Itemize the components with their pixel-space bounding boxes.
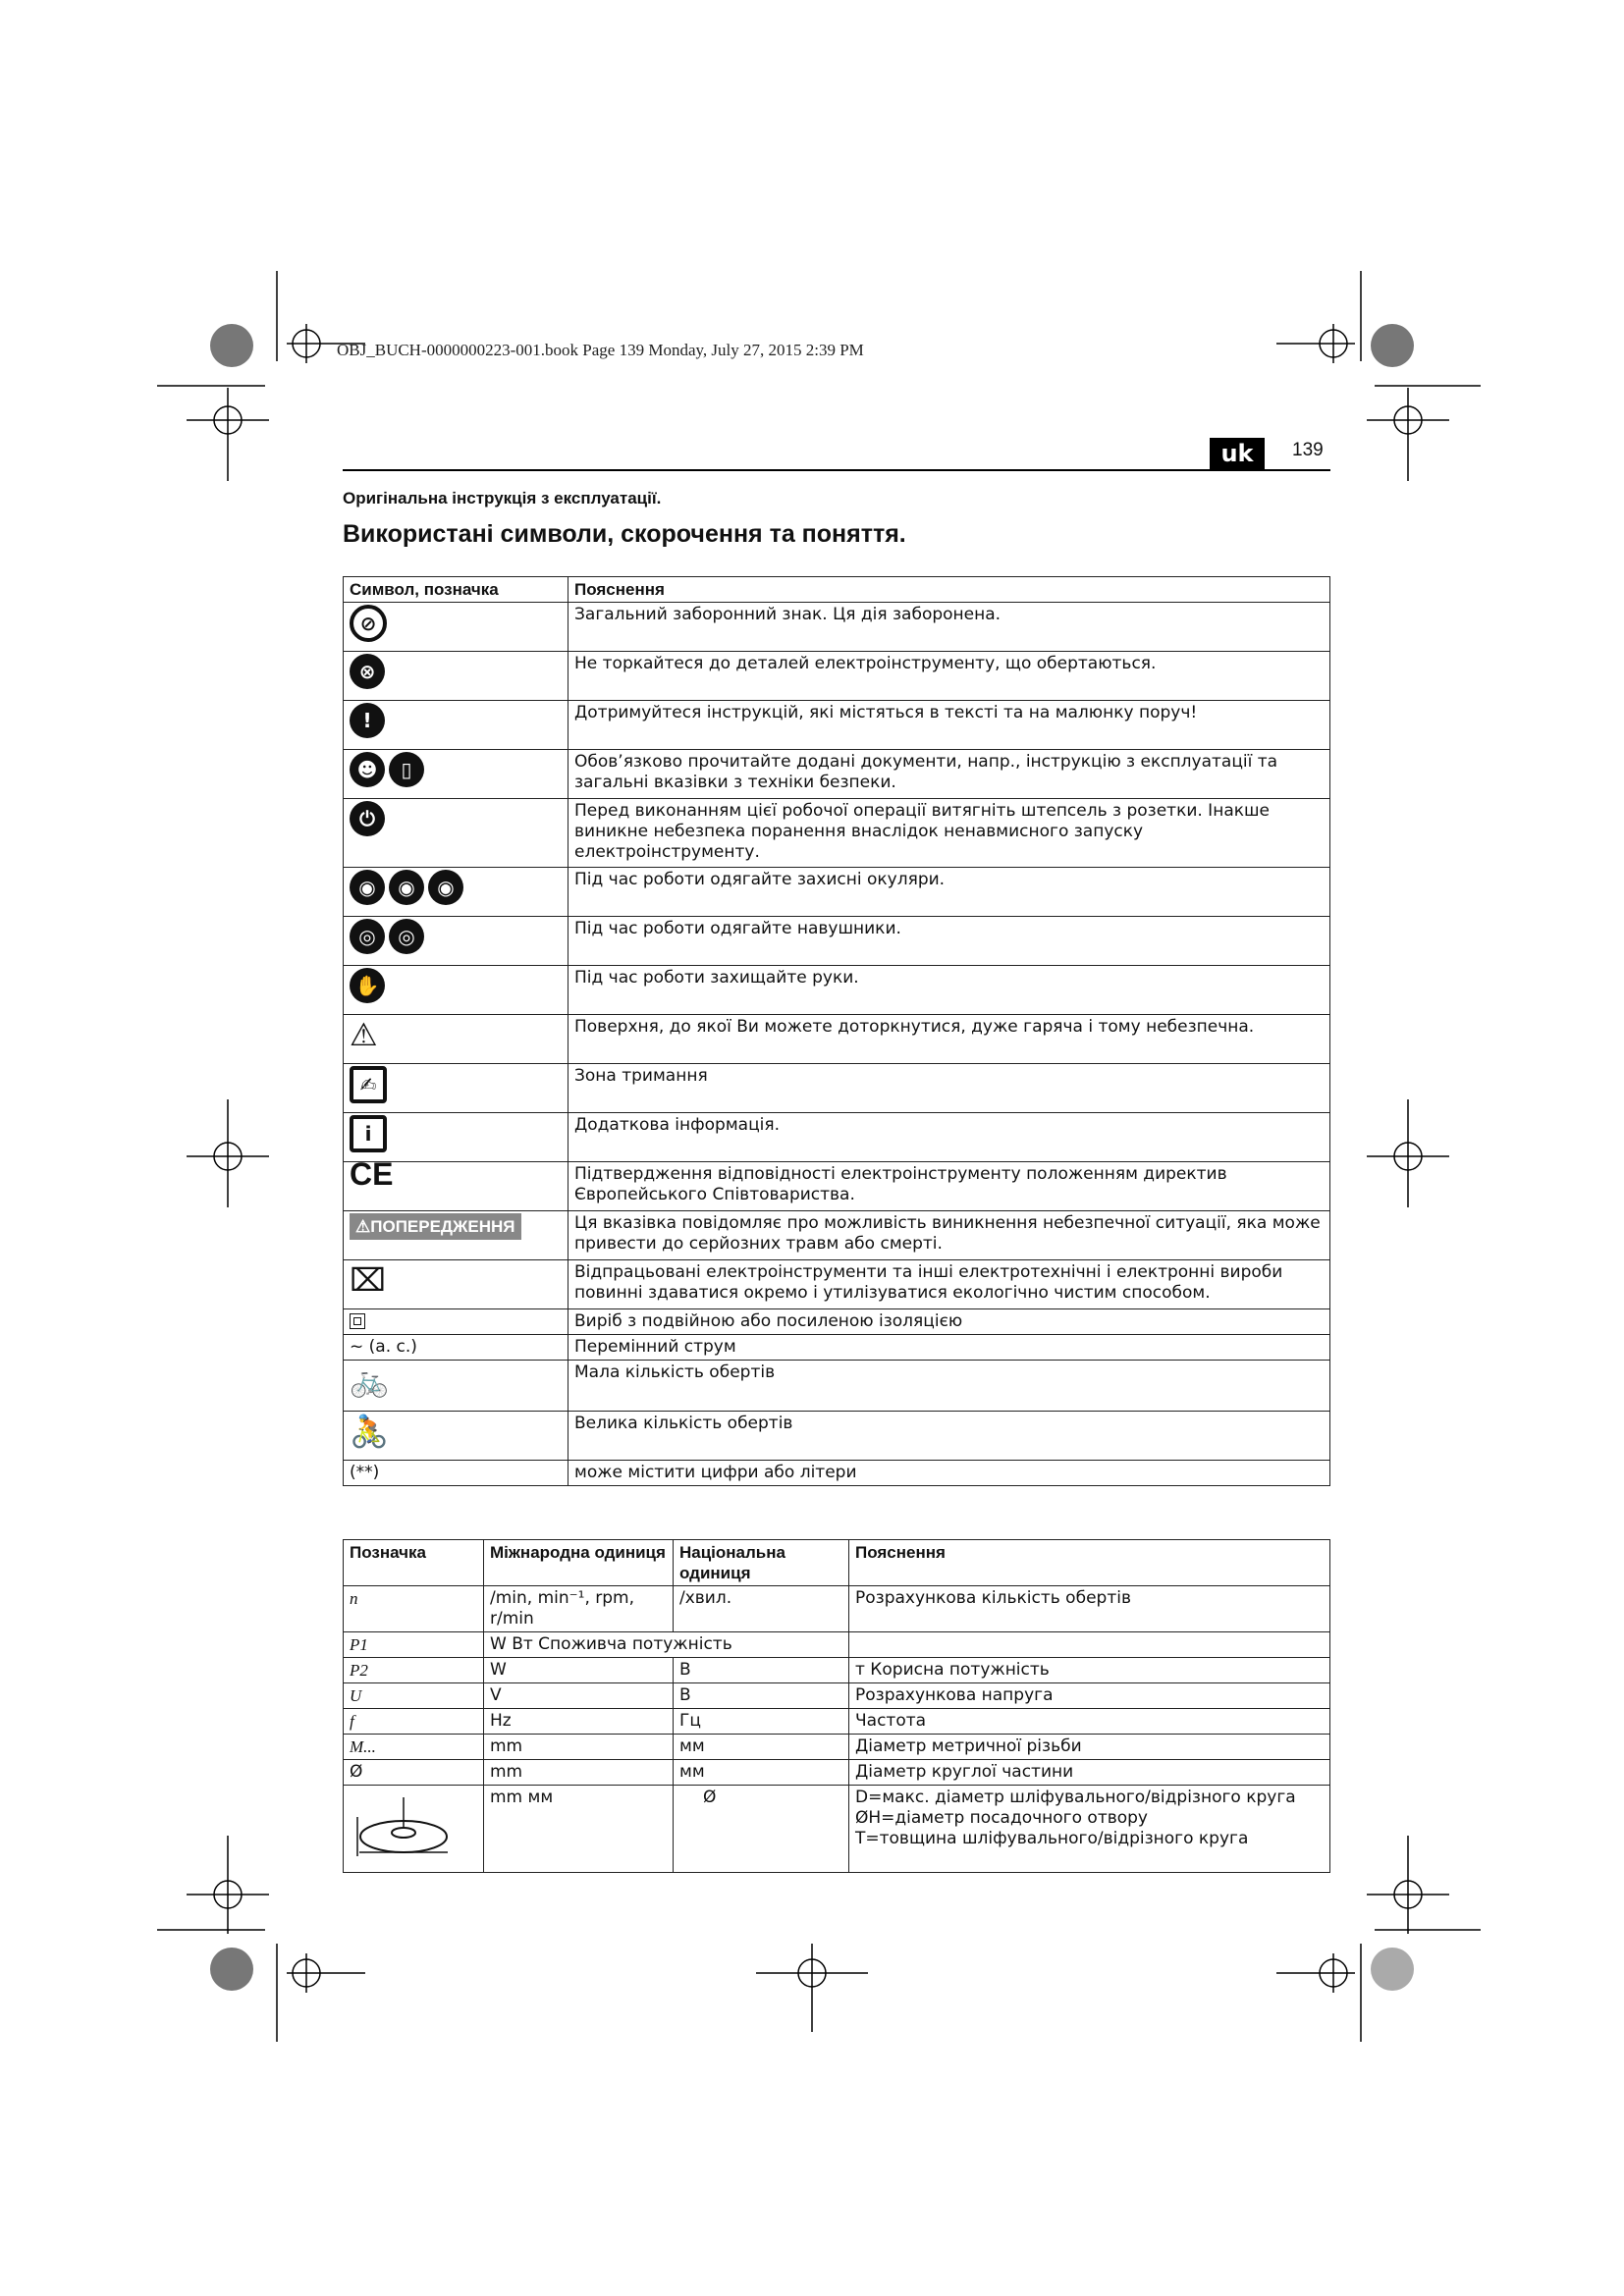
- unit-desc: [849, 1786, 1330, 1873]
- table-row: [344, 1335, 1330, 1361]
- table-row: [344, 1709, 1330, 1735]
- symbol-cell: (**): [344, 1461, 568, 1486]
- unit-nat: /хвил.: [674, 1586, 849, 1632]
- unit-desc: Діаметр метричної різьби: [849, 1735, 1330, 1760]
- symbols-table: [343, 576, 1330, 1486]
- symbol-cell: [344, 652, 568, 701]
- symbol-cell: [344, 868, 568, 917]
- col-header-nat-unit: Національна одиниця: [674, 1540, 849, 1586]
- table-row: [344, 1658, 1330, 1683]
- explanation-cell: Не торкайтеся до деталей електроінструменту, що обертаються.: [568, 652, 1330, 701]
- slow-bike-icon: 🚲: [350, 1362, 389, 1399]
- unit-intl: mm: [484, 1735, 674, 1760]
- grinding-disc-diagram-icon: [350, 1788, 458, 1864]
- table-header-row: [344, 577, 1330, 603]
- table-row: [344, 799, 1330, 868]
- explanation-cell: Під час роботи одягайте навушники.: [568, 917, 1330, 966]
- section-title: Використані символи, скорочення та поняття.: [343, 520, 906, 548]
- symbol-cell: [344, 701, 568, 750]
- symbol-cell: ~ (a. c.): [344, 1335, 568, 1361]
- symbol-cell: [344, 1309, 568, 1335]
- weee-bin-icon: ⌧: [350, 1261, 386, 1299]
- explanation-cell: Загальний заборонний знак. Ця дія заборонена.: [568, 603, 1330, 652]
- explanation-cell: Додаткова інформація.: [568, 1113, 1330, 1162]
- table-row: [344, 1361, 1330, 1412]
- explanation-cell: Мала кількість обертів: [568, 1361, 1330, 1412]
- unit-symbol: [344, 1786, 484, 1873]
- header-rule: [343, 469, 1330, 471]
- table-row: [344, 750, 1330, 799]
- unit-nat: В: [674, 1658, 849, 1683]
- table-row: [344, 1586, 1330, 1632]
- explanation-cell: Поверхня, до якої Ви можете доторкнутися, дуже гаряча і тому небезпечна.: [568, 1015, 1330, 1064]
- symbol-cell: [344, 1361, 568, 1412]
- warning-label-icon: ⚠ПОПЕРЕДЖЕННЯ: [350, 1213, 521, 1240]
- table-row: [344, 868, 1330, 917]
- unit-symbol: f: [344, 1709, 484, 1735]
- explanation-cell: Підтвердження відповідності електроінструменту положенням директив Європейського Співтовариства.: [568, 1162, 1330, 1211]
- symbol-cell: [344, 1064, 568, 1113]
- ear-protection-icon: ◎: [350, 919, 385, 954]
- col-header-intl-unit: Міжнародна одиниця: [484, 1540, 674, 1586]
- explanation-cell: Виріб з подвійною або посиленою ізоляцією: [568, 1309, 1330, 1335]
- desc-line: T=товщина шліфувального/відрізного круга: [855, 1829, 1249, 1848]
- units-table: [343, 1539, 1330, 1873]
- mandatory-exclamation-icon: !: [350, 703, 385, 738]
- unit-intl: mm мм: [484, 1786, 674, 1873]
- unit-intl: W Вт Споживча потужність: [484, 1632, 849, 1658]
- safety-glasses-icon: ◉: [350, 870, 385, 905]
- unit-symbol: n: [344, 1586, 484, 1632]
- unit-intl: V: [484, 1683, 674, 1709]
- hot-surface-icon: ⚠: [350, 1016, 378, 1053]
- unit-intl: /min, min⁻¹, rpm, r/min: [484, 1586, 674, 1632]
- unit-intl: W: [484, 1658, 674, 1683]
- symbol-cell: [344, 1211, 568, 1260]
- unit-nat: В: [674, 1683, 849, 1709]
- explanation-cell: Велика кількість обертів: [568, 1412, 1330, 1461]
- symbol-cell: [344, 750, 568, 799]
- book-icon: ▯: [389, 752, 424, 787]
- table-row: [344, 1683, 1330, 1709]
- table-row: [344, 1461, 1330, 1486]
- table-row: [344, 917, 1330, 966]
- symbol-cell: [344, 799, 568, 868]
- unit-nat: мм: [674, 1735, 849, 1760]
- table-row: [344, 1412, 1330, 1461]
- earmuffs-icon: ◎: [389, 919, 424, 954]
- symbol-cell: [344, 966, 568, 1015]
- fast-bike-icon: 🚴: [350, 1413, 389, 1450]
- unit-desc: Частота: [849, 1709, 1330, 1735]
- page-number: 139: [1292, 440, 1324, 460]
- read-manual-icon: ☻: [350, 752, 385, 787]
- symbol-cell: [344, 917, 568, 966]
- desc-line: ØH=діаметр посадочного отвору: [855, 1808, 1148, 1828]
- grip-area-icon: ✍: [350, 1066, 387, 1103]
- unit-desc: т Корисна потужність: [849, 1658, 1330, 1683]
- double-insulation-icon: [350, 1313, 365, 1329]
- unit-nat: Ø: [674, 1786, 849, 1873]
- table-row: [344, 1211, 1330, 1260]
- prohibition-icon: ⊘: [350, 605, 387, 642]
- symbol-cell: [344, 1260, 568, 1309]
- table-row: [344, 1735, 1330, 1760]
- unplug-icon: ⏻: [350, 801, 385, 836]
- table-row: [344, 1015, 1330, 1064]
- unit-intl: Hz: [484, 1709, 674, 1735]
- table-row: [344, 1786, 1330, 1873]
- explanation-cell: Зона тримання: [568, 1064, 1330, 1113]
- table-row: [344, 701, 1330, 750]
- symbol-cell: [344, 1015, 568, 1064]
- symbol-cell: [344, 1156, 568, 1211]
- table-row: [344, 1162, 1330, 1211]
- unit-nat: мм: [674, 1760, 849, 1786]
- gloves-icon: ✋: [350, 968, 385, 1003]
- symbol-cell: [344, 603, 568, 652]
- unit-symbol: U: [344, 1683, 484, 1709]
- unit-desc: Розрахункова кількість обертів: [849, 1586, 1330, 1632]
- unit-nat: Гц: [674, 1709, 849, 1735]
- col-header-explanation: Пояснення: [849, 1540, 1330, 1586]
- unit-symbol: M...: [344, 1735, 484, 1760]
- unit-symbol: P1: [344, 1632, 484, 1658]
- col-header-symbol: Символ, позначка: [344, 577, 568, 603]
- unit-intl: mm: [484, 1760, 674, 1786]
- unit-symbol: P2: [344, 1658, 484, 1683]
- explanation-cell: Ця вказівка повідомляє про можливість виникнення небезпечної ситуації, яка може привести до серйозних травм або смерті.: [568, 1211, 1330, 1260]
- table-row: [344, 1113, 1330, 1162]
- explanation-cell: Перед виконанням цієї робочої операції витягніть штепсель з розетки. Інакше виникне небезпека поранення внаслідок ненавмисного запуску електроінструменту.: [568, 799, 1330, 868]
- table-row: [344, 1309, 1330, 1335]
- explanation-cell: Відпрацьовані електроінструменти та інші електротехнічні і електронні вироби повинні здаватися окремо і утилізуватися екологічно чистим способом.: [568, 1260, 1330, 1309]
- table-row: [344, 652, 1330, 701]
- unit-symbol: Ø: [344, 1760, 484, 1786]
- table-row: [344, 1260, 1330, 1309]
- symbol-cell: [344, 1113, 568, 1162]
- explanation-cell: Під час роботи одягайте захисні окуляри.: [568, 868, 1330, 917]
- table-row: [344, 603, 1330, 652]
- explanation-cell: Перемінний струм: [568, 1335, 1330, 1361]
- explanation-cell: Обов’язково прочитайте додані документи, напр., інструкцію з експлуатації та загальні вказівки з техніки безпеки.: [568, 750, 1330, 799]
- subtitle: Оригінальна інструкція з експлуатації.: [343, 489, 662, 507]
- symbol-cell: [344, 1412, 568, 1461]
- col-header-symbol: Позначка: [344, 1540, 484, 1586]
- face-shield-icon: ◉: [389, 870, 424, 905]
- explanation-cell: може містити цифри або літери: [568, 1461, 1330, 1486]
- table-header-row: [344, 1540, 1330, 1586]
- language-badge: uk: [1210, 438, 1265, 469]
- table-row: [344, 1064, 1330, 1113]
- table-row: [344, 1632, 1330, 1658]
- unit-desc: Розрахункова напруга: [849, 1683, 1330, 1709]
- goggles-icon: ◉: [428, 870, 463, 905]
- no-touch-rotating-icon: ⊗: [350, 654, 385, 689]
- unit-desc: Діаметр круглої частини: [849, 1760, 1330, 1786]
- table-row: [344, 966, 1330, 1015]
- info-icon: i: [350, 1115, 387, 1152]
- ce-mark-icon: CE: [350, 1156, 394, 1192]
- warning-label-text: ПОПЕРЕДЖЕННЯ: [370, 1217, 515, 1236]
- book-slug: OBJ_BUCH-0000000223-001.book Page 139 Monday, July 27, 2015 2:39 PM: [337, 341, 864, 359]
- unit-desc: [849, 1632, 1330, 1658]
- explanation-cell: Під час роботи захищайте руки.: [568, 966, 1330, 1015]
- explanation-cell: Дотримуйтеся інструкцій, які містяться в тексті та на малюнку поруч!: [568, 701, 1330, 750]
- table-row: [344, 1760, 1330, 1786]
- desc-line: D=макс. діаметр шліфувального/відрізного круга: [855, 1788, 1296, 1807]
- col-header-explanation: Пояснення: [568, 577, 1330, 603]
